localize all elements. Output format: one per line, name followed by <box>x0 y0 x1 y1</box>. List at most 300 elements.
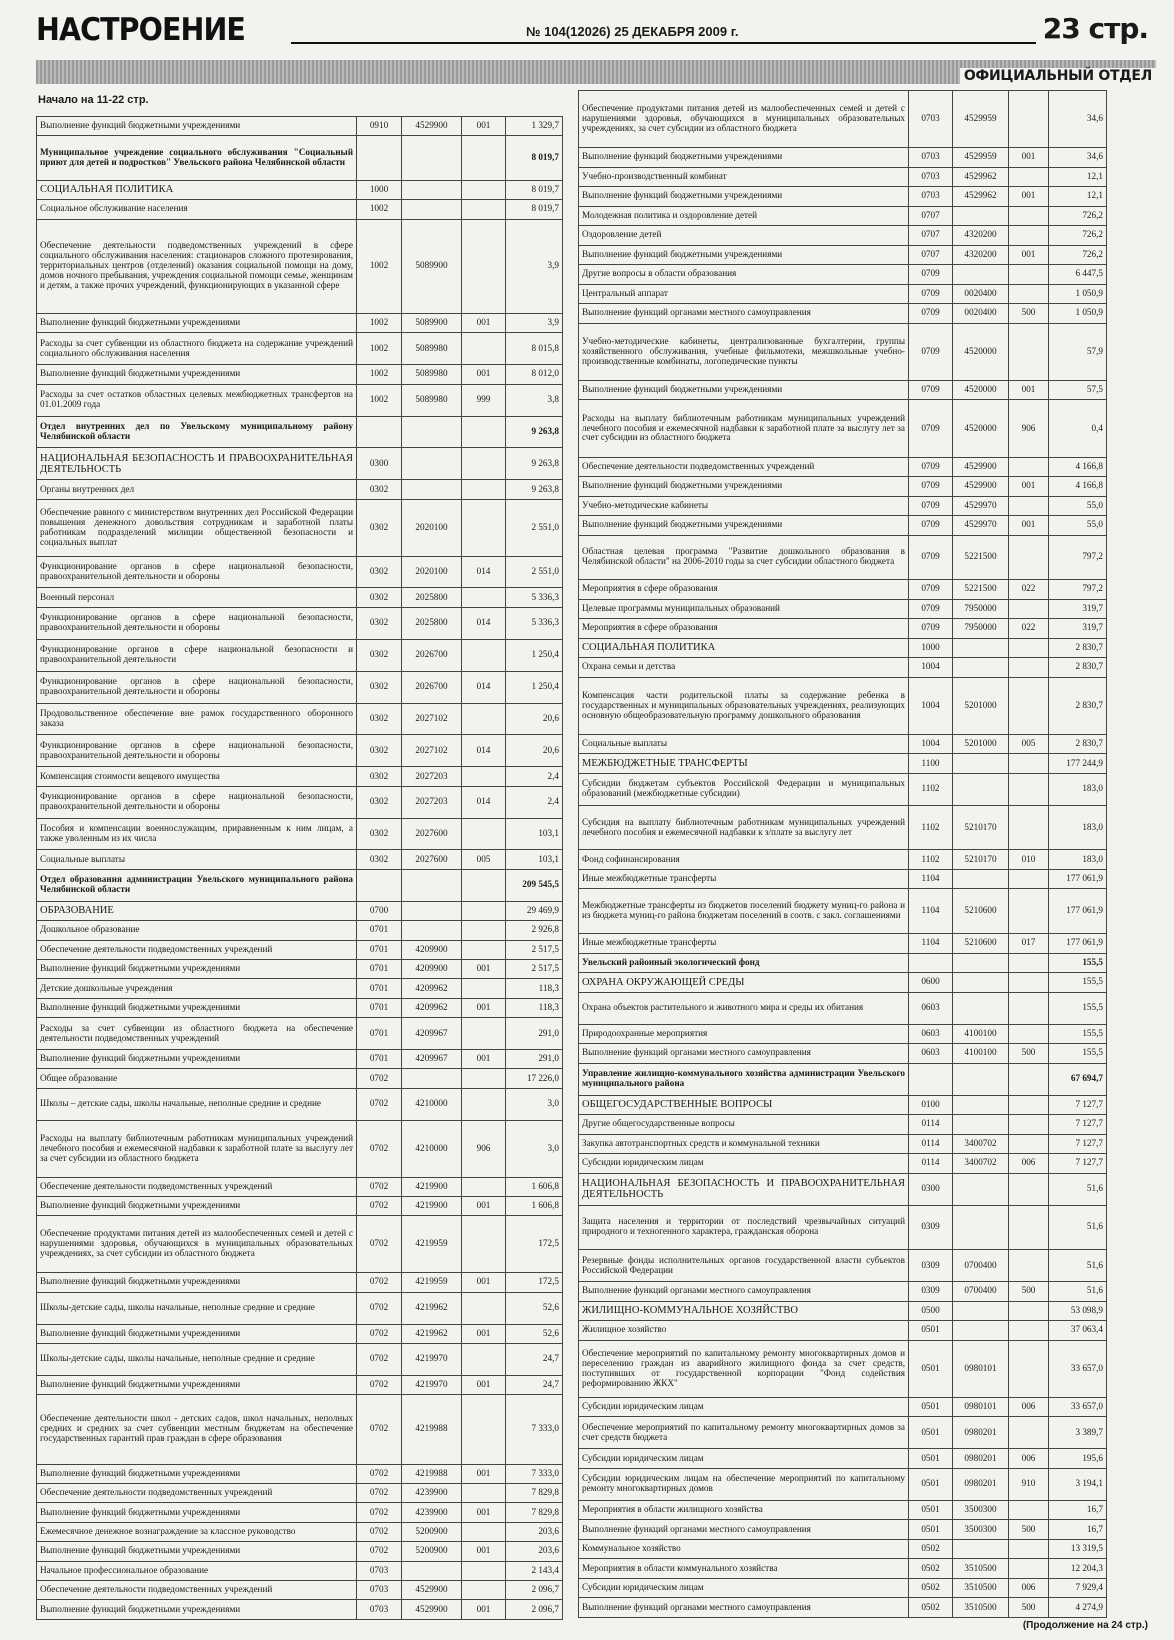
cell-target-code <box>402 448 462 480</box>
cell-desc: Выполнение функций органами местного самоуправления <box>579 304 909 324</box>
cell-desc: Выполнение функций бюджетными учреждениями <box>37 1196 357 1215</box>
budget-row <box>37 1018 563 1050</box>
cell-expense-code <box>1009 773 1049 805</box>
cell-section-code: 0302 <box>357 735 402 767</box>
cell-expense-code <box>1009 1500 1049 1520</box>
cell-section-code: 0709 <box>909 304 953 324</box>
budget-row <box>579 535 1107 580</box>
cell-section-code: 0709 <box>909 535 953 580</box>
cell-section-code: 0302 <box>357 588 402 607</box>
cell-section-code: 0702 <box>357 1522 402 1541</box>
budget-row <box>37 767 563 786</box>
cell-expense-code <box>1009 973 1049 993</box>
cell-amount: 1 050,9 <box>1049 304 1107 324</box>
cell-target-code <box>402 869 462 901</box>
cell-section-code: 0709 <box>909 477 953 497</box>
cell-desc: Целевые программы муниципальных образований <box>579 599 909 619</box>
cell-section-code: 1002 <box>357 384 402 416</box>
cell-desc: Выполнение функций бюджетными учреждениями <box>37 365 357 384</box>
cell-amount: 2 551,0 <box>506 499 563 556</box>
cell-target-code <box>402 416 462 448</box>
cell-expense-code <box>462 940 506 959</box>
cell-target-code <box>402 1561 462 1580</box>
budget-row <box>37 818 563 850</box>
cell-amount: 7 829,8 <box>506 1483 563 1502</box>
budget-row <box>579 457 1107 477</box>
cell-section-code: 0709 <box>909 457 953 477</box>
cell-desc: Охрана семьи и детства <box>579 658 909 678</box>
budget-row <box>37 607 563 639</box>
cell-target-code <box>953 773 1009 805</box>
cell-desc: Школы – детские сады, школы начальные, неполные средние и средние <box>37 1088 357 1120</box>
cell-section-code: 0709 <box>909 265 953 285</box>
budget-row <box>37 1561 563 1580</box>
cell-desc: Выполнение функций бюджетными учреждениями <box>37 1503 357 1522</box>
cell-desc: Обеспечение деятельности подведомственных учреждений <box>37 1580 357 1599</box>
cell-target-code <box>953 869 1009 889</box>
cell-expense-code <box>1009 805 1049 850</box>
cell-target-code: 2025800 <box>402 607 462 639</box>
cell-amount: 797,2 <box>1049 580 1107 600</box>
cell-target-code: 2027203 <box>402 786 462 818</box>
cell-target-code <box>402 200 462 219</box>
budget-row <box>37 1120 563 1177</box>
budget-row <box>579 323 1107 380</box>
cell-expense-code <box>1009 599 1049 619</box>
cell-desc: Расходы на выплату библиотечным работникам муниципальных учреждений лечебного пособия и ежемесячной надбавки к заработной плате за выслугу лет за счет субсидии из областного бюджета <box>37 1120 357 1177</box>
cell-desc: Мероприятия в сфере образования <box>579 580 909 600</box>
cell-desc: Расходы за счет остатков областных целевых межбюджетных трансфертов на 01.01.2009 года <box>37 384 357 416</box>
cell-desc: Военный персонал <box>37 588 357 607</box>
cell-amount: 2 830,7 <box>1049 658 1107 678</box>
budget-row <box>579 658 1107 678</box>
cell-expense-code: 001 <box>462 1542 506 1561</box>
cell-section-code: 0114 <box>909 1154 953 1174</box>
cell-section-code: 0703 <box>909 148 953 168</box>
cell-amount: 2 517,5 <box>506 959 563 978</box>
cell-amount: 155,5 <box>1049 953 1107 973</box>
cell-amount: 183,0 <box>1049 773 1107 805</box>
budget-row <box>37 850 563 869</box>
cell-target-code <box>953 1539 1009 1559</box>
cell-expense-code: 001 <box>1009 380 1049 400</box>
cell-expense-code <box>462 180 506 199</box>
budget-row <box>579 599 1107 619</box>
cell-amount: 726,2 <box>1049 226 1107 246</box>
budget-row <box>579 1539 1107 1559</box>
cell-desc: Выполнение функций бюджетными учреждениями <box>579 245 909 265</box>
cell-section-code <box>357 869 402 901</box>
cell-target-code <box>953 992 1009 1024</box>
cell-desc: Муниципальное учреждение социального обслуживания "Социальный приют для детей и подростков" Увельского района Челябинской области <box>37 136 357 180</box>
cell-amount: 172,5 <box>506 1273 563 1292</box>
cell-section-code: 0603 <box>909 992 953 1024</box>
cell-desc: Выполнение функций бюджетными учреждениями <box>37 1600 357 1619</box>
cell-target-code: 4219900 <box>402 1196 462 1215</box>
budget-row <box>37 1273 563 1292</box>
cell-amount: 67 694,7 <box>1049 1063 1107 1095</box>
budget-row <box>37 1600 563 1619</box>
cell-target-code: 0700400 <box>953 1250 1009 1282</box>
cell-section-code: 0709 <box>909 380 953 400</box>
cell-desc: Оздоровление детей <box>579 226 909 246</box>
cell-expense-code <box>462 448 506 480</box>
cell-amount: 1 250,4 <box>506 671 563 703</box>
cell-expense-code <box>1009 457 1049 477</box>
cell-desc: Выполнение функций бюджетными учреждениями <box>579 187 909 207</box>
budget-row <box>37 1050 563 1069</box>
cell-expense-code: 006 <box>1009 1578 1049 1598</box>
cell-amount: 7 829,8 <box>506 1503 563 1522</box>
budget-row <box>37 313 563 332</box>
cell-target-code: 4209900 <box>402 940 462 959</box>
cell-amount: 1 050,9 <box>1049 284 1107 304</box>
cell-desc: ОХРАНА ОКРУЖАЮЩЕЙ СРЕДЫ <box>579 973 909 993</box>
budget-row <box>579 869 1107 889</box>
cell-amount: 177 061,9 <box>1049 934 1107 954</box>
cell-section-code: 0309 <box>909 1205 953 1250</box>
cell-section-code: 0700 <box>357 901 402 920</box>
cell-target-code <box>953 754 1009 774</box>
budget-row <box>579 1250 1107 1282</box>
cell-target-code: 3500300 <box>953 1520 1009 1540</box>
cell-expense-code <box>462 480 506 499</box>
cell-desc: Выполнение функций бюджетными учреждениями <box>37 998 357 1017</box>
cell-amount: 51,6 <box>1049 1205 1107 1250</box>
cell-expense-code <box>1009 1115 1049 1135</box>
cell-desc: Выполнение функций органами местного самоуправления <box>579 1282 909 1302</box>
cell-expense-code: 014 <box>462 786 506 818</box>
budget-row <box>579 580 1107 600</box>
cell-target-code: 4529900 <box>402 117 462 136</box>
cell-target-code <box>402 1069 462 1088</box>
budget-row <box>579 953 1107 973</box>
cell-section-code: 0114 <box>909 1134 953 1154</box>
issue-line: № 104(12026) 25 ДЕКАБРЯ 2009 г. <box>526 24 739 39</box>
cell-amount: 183,0 <box>1049 850 1107 870</box>
cell-section-code: 1000 <box>909 638 953 658</box>
cell-section-code: 0302 <box>357 556 402 588</box>
continuation-note: Начало на 11-22 стр. <box>38 94 149 106</box>
cell-target-code: 5210600 <box>953 934 1009 954</box>
cell-target-code: 2027102 <box>402 703 462 735</box>
cell-amount: 51,6 <box>1049 1282 1107 1302</box>
cell-section-code: 0502 <box>909 1559 953 1579</box>
budget-row <box>579 304 1107 324</box>
cell-amount: 2 517,5 <box>506 940 563 959</box>
cell-section-code: 0309 <box>909 1250 953 1282</box>
cell-expense-code <box>462 639 506 671</box>
cell-expense-code <box>462 1580 506 1599</box>
cell-amount: 2,4 <box>506 786 563 818</box>
cell-target-code: 5089900 <box>402 313 462 332</box>
cell-desc: Другие общегосударственные вопросы <box>579 1115 909 1135</box>
cell-expense-code <box>462 901 506 920</box>
cell-desc: Выполнение функций бюджетными учреждениями <box>37 1273 357 1292</box>
cell-target-code <box>953 1095 1009 1115</box>
cell-section-code: 0709 <box>909 516 953 536</box>
cell-expense-code <box>1009 1250 1049 1282</box>
budget-row <box>37 200 563 219</box>
cell-section-code: 0702 <box>357 1216 402 1273</box>
cell-target-code: 5200900 <box>402 1522 462 1541</box>
cell-expense-code: 001 <box>462 365 506 384</box>
cell-desc: Расходы за счет субвенции из областного бюджета на обеспечение деятельности подведомственных учреждений <box>37 1018 357 1050</box>
cell-target-code <box>953 1173 1009 1205</box>
cell-amount: 726,2 <box>1049 206 1107 226</box>
budget-row <box>579 1205 1107 1250</box>
cell-target-code <box>953 658 1009 678</box>
cell-expense-code: 906 <box>1009 400 1049 457</box>
cell-desc: Отдел образования администрации Увельского муниципального района Челябинской области <box>37 869 357 901</box>
cell-expense-code <box>462 1177 506 1196</box>
cell-target-code <box>402 921 462 940</box>
cell-target-code: 0020400 <box>953 304 1009 324</box>
cell-desc: ОБЩЕГОСУДАРСТВЕННЫЕ ВОПРОСЫ <box>579 1095 909 1115</box>
cell-section-code: 1102 <box>909 805 953 850</box>
cell-expense-code <box>1009 91 1049 148</box>
cell-expense-code <box>462 136 506 180</box>
budget-row <box>37 1503 563 1522</box>
cell-target-code <box>953 1115 1009 1135</box>
cell-desc: Природоохранные мероприятия <box>579 1024 909 1044</box>
cell-amount: 1 606,8 <box>506 1177 563 1196</box>
cell-target-code: 5210600 <box>953 889 1009 934</box>
cell-expense-code <box>462 1343 506 1375</box>
newspaper-title: НАСТРОЕНИЕ <box>36 12 245 48</box>
cell-section-code: 1100 <box>909 754 953 774</box>
cell-section-code: 0702 <box>357 1324 402 1343</box>
cell-amount: 3,8 <box>506 384 563 416</box>
cell-target-code <box>953 953 1009 973</box>
cell-section-code: 1000 <box>357 180 402 199</box>
cell-expense-code: 500 <box>1009 304 1049 324</box>
cell-target-code: 4529900 <box>402 1600 462 1619</box>
cell-amount: 2 551,0 <box>506 556 563 588</box>
cell-section-code: 0703 <box>357 1600 402 1619</box>
cell-expense-code: 001 <box>1009 187 1049 207</box>
cell-desc: Субсидии юридическим лицам <box>579 1154 909 1174</box>
cell-amount: 3 389,7 <box>1049 1417 1107 1449</box>
cell-section-code: 0300 <box>357 448 402 480</box>
cell-target-code: 4219970 <box>402 1375 462 1394</box>
budget-row <box>37 639 563 671</box>
cell-target-code: 0980101 <box>953 1340 1009 1397</box>
cell-target-code: 5089980 <box>402 333 462 365</box>
cell-target-code: 4209900 <box>402 959 462 978</box>
budget-row <box>579 380 1107 400</box>
cell-target-code: 3500300 <box>953 1500 1009 1520</box>
cell-amount: 319,7 <box>1049 599 1107 619</box>
budget-row <box>579 1173 1107 1205</box>
cell-expense-code: 001 <box>462 1503 506 1522</box>
masthead-rule <box>291 42 1036 44</box>
cell-expense-code <box>1009 1321 1049 1341</box>
cell-amount: 53 098,9 <box>1049 1301 1107 1321</box>
cell-target-code: 0980201 <box>953 1417 1009 1449</box>
cell-section-code: 0703 <box>909 187 953 207</box>
budget-row <box>579 1598 1107 1618</box>
budget-row <box>37 998 563 1017</box>
cell-target-code: 4520000 <box>953 400 1009 457</box>
cell-desc: Межбюджетные трансферты из бюджетов поселений бюджету муниц-го района и из бюджета муниц-го района бюджетам поселений в соотв. с закл. соглашениями <box>579 889 909 934</box>
cell-amount: 20,6 <box>506 735 563 767</box>
cell-expense-code <box>462 1522 506 1541</box>
cell-amount: 2 096,7 <box>506 1580 563 1599</box>
cell-section-code: 0302 <box>357 499 402 556</box>
cell-section-code: 1002 <box>357 313 402 332</box>
budget-row <box>37 219 563 313</box>
cell-expense-code <box>462 1018 506 1050</box>
budget-row <box>37 448 563 480</box>
budget-row <box>579 1095 1107 1115</box>
cell-section-code: 1004 <box>909 734 953 754</box>
cell-expense-code <box>1009 1095 1049 1115</box>
cell-amount: 52,6 <box>506 1324 563 1343</box>
cell-desc: Фонд софинансирования <box>579 850 909 870</box>
cell-section-code: 0703 <box>909 167 953 187</box>
cell-amount: 4 166,8 <box>1049 457 1107 477</box>
cell-desc: Выполнение функций бюджетными учреждениями <box>37 959 357 978</box>
cell-expense-code: 022 <box>1009 619 1049 639</box>
cell-desc: Областная целевая программа "Развитие дошкольного образования в Челябинской области" на 2006-2010 годы за счет субсидии областного бюджета <box>579 535 909 580</box>
cell-expense-code <box>462 1216 506 1273</box>
cell-desc: Расходы за счет субвенции из областного бюджета на содержание учреждений социального обслуживания населения <box>37 333 357 365</box>
cell-expense-code <box>462 1395 506 1464</box>
cell-target-code: 4239900 <box>402 1503 462 1522</box>
cell-target-code: 4100100 <box>953 1044 1009 1064</box>
cell-expense-code <box>462 1561 506 1580</box>
cell-target-code <box>953 973 1009 993</box>
cell-expense-code: 006 <box>1009 1154 1049 1174</box>
budget-row <box>37 416 563 448</box>
budget-row <box>579 1024 1107 1044</box>
cell-desc: Органы внутренних дел <box>37 480 357 499</box>
cell-desc: Учебно-методические кабинеты <box>579 496 909 516</box>
budget-row <box>37 1088 563 1120</box>
cell-expense-code: 001 <box>462 1464 506 1483</box>
cell-section-code: 0100 <box>909 1095 953 1115</box>
budget-row <box>579 850 1107 870</box>
cell-amount: 9 263,8 <box>506 480 563 499</box>
cell-section-code: 0707 <box>909 245 953 265</box>
budget-row <box>37 480 563 499</box>
cell-section-code: 0302 <box>357 480 402 499</box>
cell-expense-code: 001 <box>462 1324 506 1343</box>
cell-expense-code: 001 <box>1009 148 1049 168</box>
budget-row <box>579 677 1107 734</box>
cell-desc: Учебно-производственный комбинат <box>579 167 909 187</box>
cell-section-code: 1004 <box>909 658 953 678</box>
budget-row <box>37 1177 563 1196</box>
cell-section-code: 1104 <box>909 889 953 934</box>
budget-row <box>579 1559 1107 1579</box>
cell-target-code: 7950000 <box>953 619 1009 639</box>
cell-desc: Обеспечение деятельности подведомственных учреждений <box>37 1177 357 1196</box>
cell-desc: Выполнение функций бюджетными учреждениями <box>579 477 909 497</box>
cell-section-code: 0702 <box>357 1483 402 1502</box>
cell-section-code: 0501 <box>909 1417 953 1449</box>
cell-amount: 7 929,4 <box>1049 1578 1107 1598</box>
cell-target-code: 0980201 <box>953 1468 1009 1500</box>
cell-amount: 12,1 <box>1049 187 1107 207</box>
budget-row <box>579 400 1107 457</box>
cell-expense-code <box>1009 535 1049 580</box>
cell-section-code: 0702 <box>357 1069 402 1088</box>
cell-target-code: 4219988 <box>402 1464 462 1483</box>
cell-desc: ОБРАЗОВАНИЕ <box>37 901 357 920</box>
cell-amount: 5 336,3 <box>506 607 563 639</box>
budget-row <box>37 1395 563 1464</box>
cell-amount: 37 063,4 <box>1049 1321 1107 1341</box>
cell-amount: 1 250,4 <box>506 639 563 671</box>
cell-desc: Функционирование органов в сфере национальной безопасности и правоохранительной деятельности <box>37 639 357 671</box>
cell-desc: Школы-детские сады, школы начальные, неполные средние и средние <box>37 1292 357 1324</box>
cell-expense-code: 006 <box>1009 1397 1049 1417</box>
cell-amount: 2 143,4 <box>506 1561 563 1580</box>
cell-expense-code <box>462 1483 506 1502</box>
cell-target-code: 4529900 <box>953 477 1009 497</box>
cell-target-code: 4529970 <box>953 496 1009 516</box>
cell-target-code: 4219959 <box>402 1216 462 1273</box>
cell-expense-code: 500 <box>1009 1520 1049 1540</box>
cell-expense-code: 006 <box>1009 1449 1049 1469</box>
cell-expense-code <box>462 703 506 735</box>
cell-target-code: 3510500 <box>953 1559 1009 1579</box>
cell-target-code: 2026700 <box>402 639 462 671</box>
cell-expense-code: 001 <box>462 1050 506 1069</box>
cell-desc: Субсидии юридическим лицам <box>579 1578 909 1598</box>
budget-row <box>37 786 563 818</box>
cell-desc: Обеспечение равного с министерством внутренних дел Российской Федерации повышения денежного довольствия сотрудникам и заработной платы работникам подразделений милиции общественной безопасности и социальных выплат <box>37 499 357 556</box>
cell-desc: Субсидии юридическим лицам на обеспечение мероприятий по капитальному ремонту многоквартирных домов <box>579 1468 909 1500</box>
budget-row <box>37 940 563 959</box>
budget-row <box>579 245 1107 265</box>
cell-section-code: 0701 <box>357 998 402 1017</box>
cell-section-code <box>909 953 953 973</box>
cell-section-code: 0702 <box>357 1395 402 1464</box>
cell-desc: Функционирование органов в сфере национальной безопасности, правоохранительной деятельности и обороны <box>37 786 357 818</box>
cell-target-code: 5200900 <box>402 1542 462 1561</box>
cell-section-code: 0702 <box>357 1273 402 1292</box>
cell-amount: 51,6 <box>1049 1250 1107 1282</box>
cell-desc: Мероприятия в области коммунального хозяйства <box>579 1559 909 1579</box>
cell-target-code: 4210000 <box>402 1088 462 1120</box>
cell-expense-code <box>462 200 506 219</box>
cell-target-code: 4209962 <box>402 998 462 1017</box>
cell-expense-code <box>1009 1417 1049 1449</box>
cell-section-code: 0501 <box>909 1397 953 1417</box>
cell-desc: Продовольственное обеспечение вне рамок государственного оборонного заказа <box>37 703 357 735</box>
cell-expense-code: 014 <box>462 607 506 639</box>
cell-expense-code <box>1009 677 1049 734</box>
cell-desc: Управление жилищно-коммунального хозяйства администрации Увельского муниципального района <box>579 1063 909 1095</box>
cell-desc: Социальные выплаты <box>579 734 909 754</box>
cell-amount: 8 019,7 <box>506 136 563 180</box>
cell-target-code: 5089980 <box>402 365 462 384</box>
cell-amount: 16,7 <box>1049 1500 1107 1520</box>
cell-section-code: 0702 <box>357 1088 402 1120</box>
cell-amount: 3,0 <box>506 1088 563 1120</box>
cell-amount: 12 204,3 <box>1049 1559 1107 1579</box>
cell-target-code: 4529970 <box>953 516 1009 536</box>
cell-amount: 5 336,3 <box>506 588 563 607</box>
cell-section-code: 0709 <box>909 323 953 380</box>
budget-row <box>37 1216 563 1273</box>
cell-expense-code: 001 <box>462 313 506 332</box>
cell-section-code: 0502 <box>909 1598 953 1618</box>
cell-desc: Социальное обслуживание населения <box>37 200 357 219</box>
